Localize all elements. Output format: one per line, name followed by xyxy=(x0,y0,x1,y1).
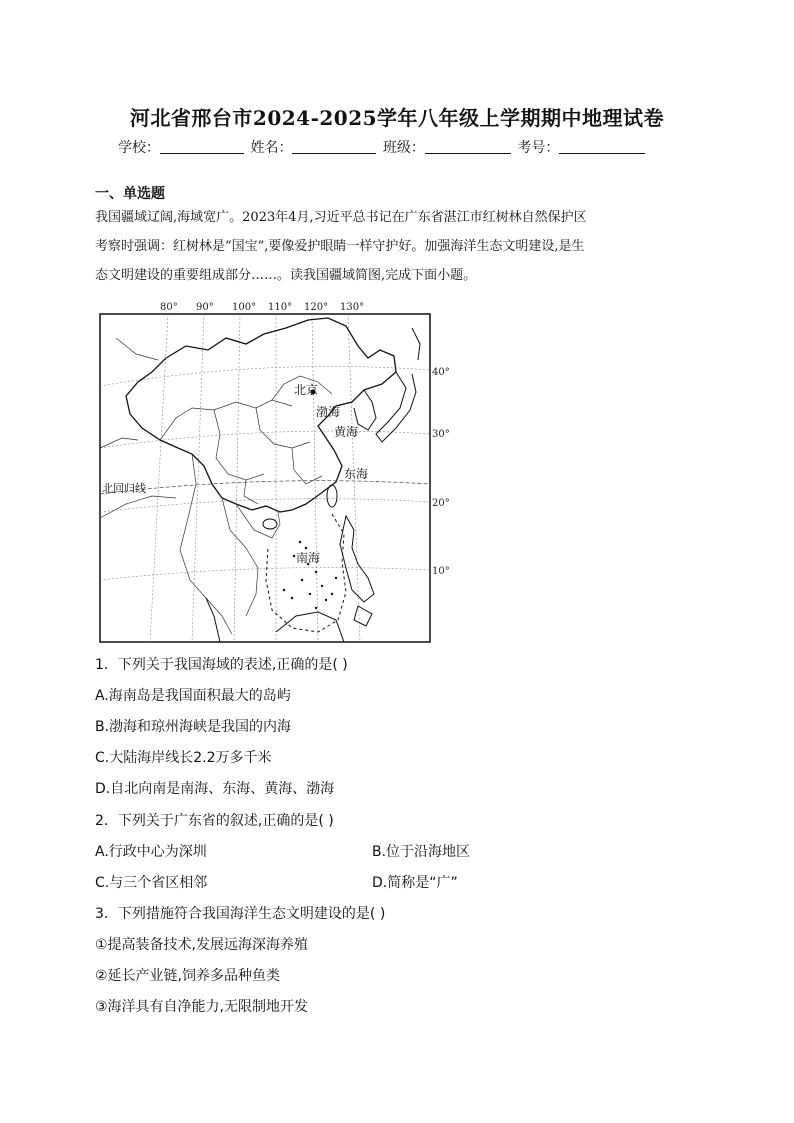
q3-statement-2: ②延长产业链,饲养多品种鱼类 xyxy=(95,968,281,984)
number-blank[interactable] xyxy=(559,139,645,154)
bohai-label: 渤海 xyxy=(316,405,341,419)
lat-label: 10° xyxy=(432,566,450,577)
question-1-stem: 1．下列关于我国海域的表述,正确的是( ) xyxy=(95,657,348,673)
southeast-asia-coast xyxy=(206,598,344,642)
taiwan-island xyxy=(327,485,337,507)
q2-option-c[interactable]: C.与三个省区相邻 xyxy=(95,875,208,891)
nanhai-label: 南海 xyxy=(296,551,321,565)
philippines xyxy=(340,516,374,626)
school-blank[interactable] xyxy=(160,139,244,154)
passage-line: 态文明建设的重要组成部分……。读我国疆域简图,完成下面小题。 xyxy=(95,268,477,283)
section-heading: 一、单选题 xyxy=(95,186,165,202)
east-asia-coast xyxy=(354,328,420,442)
exam-title: 河北省邢台市2024-2025学年八年级上学期期中地理试卷 xyxy=(129,106,665,130)
reading-passage xyxy=(95,203,705,290)
q1-option-a[interactable]: A.海南岛是我国面积最大的岛屿 xyxy=(95,688,291,704)
class-label: 班级： xyxy=(382,140,425,156)
number-label: 考号： xyxy=(517,140,560,156)
q1-option-c[interactable]: C.大陆海岸线长2.2万多千米 xyxy=(95,750,272,766)
q2-option-d[interactable]: D.简称是“广” xyxy=(372,875,458,891)
lon-label: 80° xyxy=(160,302,178,313)
china-territory-map xyxy=(96,298,466,646)
school-label: 学校： xyxy=(118,140,160,156)
name-blank[interactable] xyxy=(292,139,376,154)
q1-option-b[interactable]: B.渤海和琼州海峡是我国的内海 xyxy=(95,719,292,735)
tropic-of-cancer-line xyxy=(100,481,430,494)
map-frame xyxy=(100,314,430,642)
name-label: 姓名： xyxy=(250,140,293,156)
q3-statement-3: ③海洋具有自净能力,无限制地开发 xyxy=(95,999,309,1015)
huanghai-label: 黄海 xyxy=(334,425,359,439)
q3-statement-1: ①提高装备技术,发展远海深海养殖 xyxy=(95,937,309,953)
lon-label: 110° xyxy=(268,302,293,313)
q1-option-d[interactable]: D.自北向南是南海、东海、黄海、渤海 xyxy=(95,781,335,797)
passage-line: 我国疆域辽阔,海域宽广。2023年4月,习近平总书记在广东省湛江市红树林自然保护区 xyxy=(95,210,587,225)
lon-label: 90° xyxy=(196,302,214,313)
q2-option-a[interactable]: A.行政中心为深圳 xyxy=(95,844,207,860)
question-2-stem: 2．下列关于广东省的叙述,正确的是( ) xyxy=(95,813,334,829)
graticule xyxy=(100,314,430,642)
lon-label: 120° xyxy=(304,302,329,313)
lat-label: 30° xyxy=(432,429,450,440)
tropic-label: 北回归线 xyxy=(102,482,146,495)
lon-label: 130° xyxy=(340,302,365,313)
student-info-row xyxy=(118,137,647,157)
class-blank[interactable] xyxy=(425,139,511,154)
hainan-island xyxy=(263,519,277,529)
passage-line: 考察时强调：红树林是“国宝”,要像爱护眼睛一样守护好。加强海洋生态文明建设,是生 xyxy=(95,239,585,254)
lon-label: 100° xyxy=(232,302,257,313)
lat-label: 20° xyxy=(432,498,450,509)
q2-option-b[interactable]: B.位于沿海地区 xyxy=(372,844,471,860)
lat-label: 40° xyxy=(432,367,450,378)
question-3-stem: 3．下列措施符合我国海洋生态文明建设的是( ) xyxy=(95,906,386,922)
donghai-label: 东海 xyxy=(344,467,369,481)
beijing-label: 北京 xyxy=(294,383,319,397)
